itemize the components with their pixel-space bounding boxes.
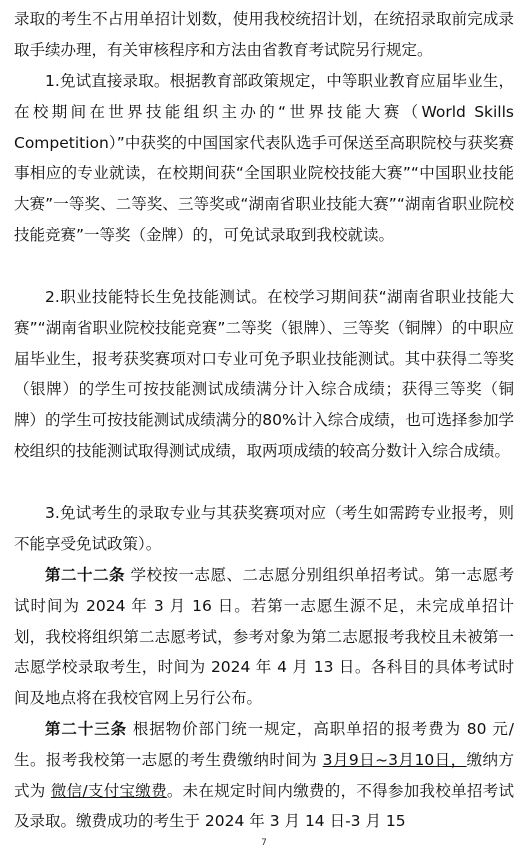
paragraph-exempt-direct-admission: 1.免试直接录取。根据教育部政策规定，中等职业教育应届毕业生，在校期间在世界技能组织主办的“世界技能大赛（World Skills Competition）”中获奖的中国国家代表队选手可保送至高职院校与获奖赛事相应的专业就读，在校期间获“全国职业院校技能大赛”“中国职业技能大赛”一等奖、二等奖、三等奖或“湖南省职业技能大赛”“湖南省职业院校技能竞赛”一等奖（金牌）的，可免试录取到我校就读。: [14, 72, 514, 244]
article-23-heading: 第二十三条: [45, 720, 128, 738]
paragraph-admission-quota: 录取的考生不占用单招计划数，使用我校统招计划，在统招录取前完成录取手续办理，有关审核程序和方法由省教育考试院另行规定。: [14, 10, 514, 59]
article-22-text: 学校按一志愿、二志愿分别组织单招考试。第一志愿考试时间为 2024 年 3 月 16 日。若第一志愿生源不足，未完成单招计划，我校将组织第二志愿考试，参考对象为第二志愿报考我校且未被第一志愿学校录取考生，时间为 2024 年 4 月 13 日。各科目的具体考试时间及地点将在我校官网上另行公布。: [14, 566, 514, 708]
article-22-heading: 第二十二条: [45, 566, 126, 584]
article-23: [14, 714, 514, 837]
article-23-text-2: 缴纳方式为: [14, 750, 514, 800]
paragraph-exempt-major-match: 3.免试考生的录取专业与其获奖赛项对应（考生如需跨专业报考，则不能享受免试政策）。: [14, 504, 514, 553]
article-23-text-3: 。未在规定时间内缴费的，不得参加我校单招考试及录取。缴费成功的考生于 2024 年 3 月 14 日-3 月 15: [14, 781, 514, 831]
article-22: [14, 560, 514, 714]
paragraph-skill-test-exemption: 2.职业技能特长生免技能测试。在校学习期间获“湖南省职业技能大赛”“湖南省职业院校技能竞赛”二等奖（银牌）、三等奖（铜牌）的中职应届毕业生，报考获奖赛项对口专业可免予职业技能测试。其中获得二等奖（银牌）的学生可按技能测试成绩满分计入综合成绩；获得三等奖（铜牌）的学生可按技能测试成绩满分的80%计入综合成绩，也可选择参加学校组织的技能测试取得测试成绩，取两项成绩的较高分数计入综合成绩。: [14, 288, 514, 460]
page-number: 7: [261, 838, 267, 848]
payment-method: 微信/支付宝缴费: [50, 781, 167, 800]
article-23-text-1: 根据物价部门统一规定，高职单招的报考费为 80 元/生。报考我校第一志愿的考生费缴纳时间为: [14, 720, 514, 769]
payment-date-range: 3月9日~3月10日，: [322, 750, 467, 769]
